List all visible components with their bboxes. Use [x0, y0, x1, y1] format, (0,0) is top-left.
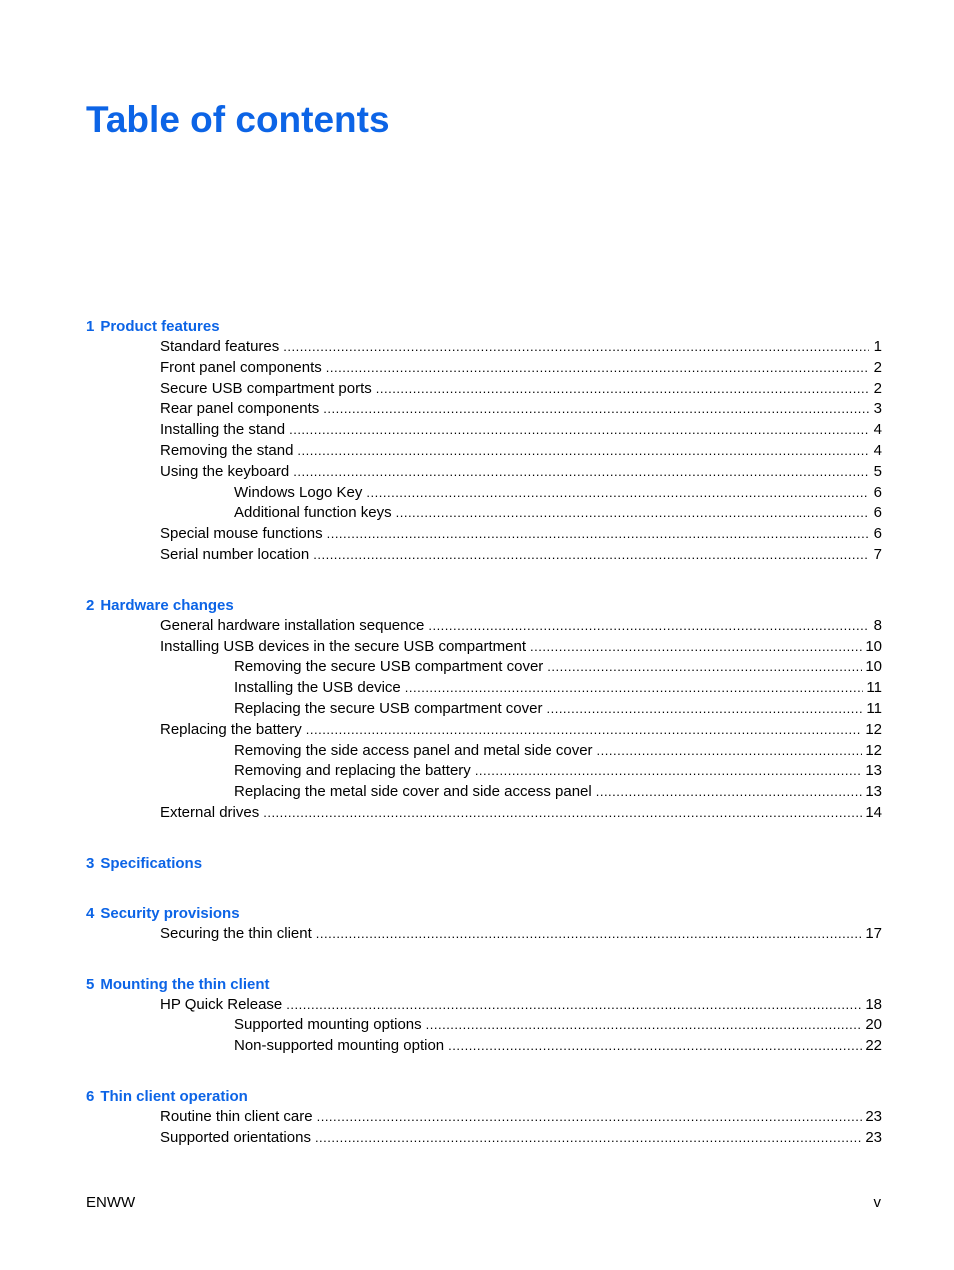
toc-entry-link[interactable] — [86, 379, 882, 400]
dot-leader — [428, 616, 869, 637]
entry-page-number: 11 — [866, 679, 882, 697]
dot-leader — [289, 420, 869, 441]
entry-page-number: 2 — [873, 358, 882, 376]
page-number: v — [873, 1194, 881, 1211]
toc-entry-link[interactable] — [86, 637, 882, 658]
toc-entry-link[interactable] — [86, 1107, 882, 1128]
chapter-title: Product features — [100, 318, 220, 335]
entry-page-number: 12 — [865, 741, 882, 759]
toc-entry-link[interactable] — [86, 616, 882, 637]
toc-chapter — [86, 974, 882, 1057]
entry-label: General hardware installation sequence — [160, 616, 425, 634]
entry-label: Replacing the battery — [160, 720, 302, 738]
toc-entry-link[interactable] — [86, 399, 882, 420]
entry-page-number: 14 — [865, 803, 882, 821]
chapter-heading-link[interactable] — [86, 595, 882, 616]
entry-page-number: 4 — [873, 441, 882, 459]
chapter-number: 4 — [86, 904, 95, 922]
dot-leader — [306, 720, 863, 741]
chapter-number: 3 — [86, 854, 95, 872]
chapter-heading-link[interactable] — [86, 1086, 882, 1107]
dot-leader — [323, 399, 869, 420]
dot-leader — [317, 1107, 863, 1128]
entry-page-number: 13 — [865, 762, 882, 780]
dot-leader — [376, 379, 869, 400]
entry-label: Non-supported mounting option — [234, 1037, 445, 1055]
entry-label: Rear panel components — [160, 400, 320, 418]
entry-label: Special mouse functions — [160, 525, 323, 543]
dot-leader — [263, 803, 862, 824]
dot-leader — [297, 441, 869, 462]
entry-label: Serial number location — [160, 545, 310, 563]
entry-label: External drives — [160, 803, 260, 821]
chapter-title: Hardware changes — [100, 596, 234, 614]
entry-page-number: 23 — [865, 1128, 882, 1146]
toc-chapter — [86, 853, 882, 874]
entry-label: Supported mounting options — [234, 1016, 422, 1034]
entry-label: Installing USB devices in the secure USB compartment — [160, 637, 526, 655]
dot-leader — [530, 637, 862, 658]
dot-leader — [546, 699, 863, 720]
toc-entry-link[interactable] — [86, 337, 882, 358]
entry-page-number: 23 — [865, 1107, 882, 1125]
table-of-contents — [86, 316, 882, 1178]
dot-leader — [327, 524, 869, 545]
toc-entry-link[interactable] — [86, 924, 882, 945]
page-title: Table of contents — [86, 99, 390, 140]
chapter-title: Mounting the thin client — [100, 975, 270, 993]
chapter-heading-link[interactable] — [86, 316, 882, 337]
entry-page-number: 6 — [873, 504, 882, 522]
entry-page-number: 5 — [873, 462, 882, 480]
toc-chapter — [86, 595, 882, 824]
footer-label: ENWW — [86, 1194, 136, 1211]
entry-page-number: 10 — [865, 658, 882, 676]
entry-label: Installing the stand — [160, 421, 286, 439]
toc-subentry-link[interactable] — [86, 761, 882, 782]
toc-subentry-link[interactable] — [86, 678, 882, 699]
chapter-heading-link[interactable] — [86, 853, 882, 874]
toc-chapter — [86, 903, 882, 945]
dot-leader — [405, 678, 864, 699]
chapter-title: Thin client operation — [100, 1087, 248, 1105]
chapter-number: 2 — [86, 596, 95, 614]
entry-label: Supported orientations — [160, 1128, 311, 1146]
toc-entry-link[interactable] — [86, 995, 882, 1016]
entry-page-number: 1 — [873, 338, 882, 355]
toc-subentry-link[interactable] — [86, 483, 882, 504]
toc-chapter — [86, 1086, 882, 1149]
toc-entry-link[interactable] — [86, 524, 882, 545]
entry-label: HP Quick Release — [160, 995, 283, 1013]
entry-page-number: 22 — [865, 1037, 882, 1055]
dot-leader — [448, 1036, 862, 1057]
toc-subentry-link[interactable] — [86, 782, 882, 803]
entry-page-number: 17 — [865, 924, 882, 942]
chapter-heading-link[interactable] — [86, 974, 882, 995]
toc-subentry-link[interactable] — [86, 699, 882, 720]
entry-label: Securing the thin client — [160, 924, 312, 942]
toc-entry-link[interactable] — [86, 720, 882, 741]
chapter-number: 6 — [86, 1087, 95, 1105]
entry-label: Standard features — [160, 338, 280, 355]
dot-leader — [283, 337, 869, 358]
entry-page-number: 7 — [873, 545, 882, 563]
entry-label: Removing the side access panel and metal side cover — [234, 741, 593, 759]
dot-leader — [293, 462, 869, 483]
toc-entry-link[interactable] — [86, 462, 882, 483]
toc-subentry-link[interactable] — [86, 1036, 882, 1057]
entry-label: Removing and replacing the battery — [234, 762, 471, 780]
dot-leader — [316, 924, 863, 945]
chapter-number: 1 — [86, 318, 95, 335]
toc-chapter — [86, 316, 882, 566]
entry-page-number: 12 — [865, 720, 882, 738]
dot-leader — [315, 1128, 862, 1149]
toc-subentry-link[interactable] — [86, 657, 882, 678]
entry-page-number: 20 — [865, 1016, 882, 1034]
toc-subentry-link[interactable] — [86, 741, 882, 762]
entry-label: Secure USB compartment ports — [160, 379, 372, 397]
chapter-title: Specifications — [100, 854, 203, 872]
dot-leader — [475, 761, 863, 782]
dot-leader — [286, 995, 862, 1016]
entry-page-number: 13 — [865, 783, 882, 801]
entry-page-number: 3 — [873, 400, 882, 418]
toc-entry-link[interactable] — [86, 803, 882, 824]
dot-leader — [596, 782, 863, 803]
entry-page-number: 6 — [873, 483, 882, 501]
chapter-heading-link[interactable] — [86, 903, 882, 924]
toc-entry-link[interactable] — [86, 420, 882, 441]
dot-leader — [396, 503, 869, 524]
entry-page-number: 8 — [873, 616, 882, 634]
entry-page-number: 6 — [873, 525, 882, 543]
entry-label: Installing the USB device — [234, 679, 401, 697]
entry-label: Replacing the secure USB compartment cover — [234, 699, 543, 717]
entry-label: Additional function keys — [234, 504, 392, 522]
dot-leader — [426, 1015, 863, 1036]
dot-leader — [597, 741, 863, 762]
toc-entry-link[interactable] — [86, 441, 882, 462]
toc-subentry-link[interactable] — [86, 1015, 882, 1036]
toc-entry-link[interactable] — [86, 1128, 882, 1149]
chapter-title: Security provisions — [100, 904, 240, 922]
dot-leader — [326, 358, 869, 379]
dot-leader — [547, 657, 862, 678]
entry-page-number: 4 — [873, 421, 882, 439]
entry-label: Routine thin client care — [160, 1107, 313, 1125]
entry-label: Using the keyboard — [160, 462, 290, 480]
entry-page-number: 2 — [873, 379, 882, 397]
entry-label: Windows Logo Key — [234, 483, 363, 501]
entry-label: Front panel components — [160, 358, 322, 376]
toc-entry-link[interactable] — [86, 358, 882, 379]
dot-leader — [366, 483, 869, 504]
toc-subentry-link[interactable] — [86, 503, 882, 524]
toc-entry-link[interactable] — [86, 545, 882, 566]
entry-label: Replacing the metal side cover and side access panel — [234, 783, 592, 801]
entry-label: Removing the stand — [160, 441, 294, 459]
entry-label: Removing the secure USB compartment cover — [234, 658, 544, 676]
entry-page-number: 11 — [866, 699, 882, 717]
dot-leader — [313, 545, 869, 566]
chapter-number: 5 — [86, 975, 95, 993]
entry-page-number: 10 — [865, 637, 882, 655]
entry-page-number: 18 — [865, 995, 882, 1013]
